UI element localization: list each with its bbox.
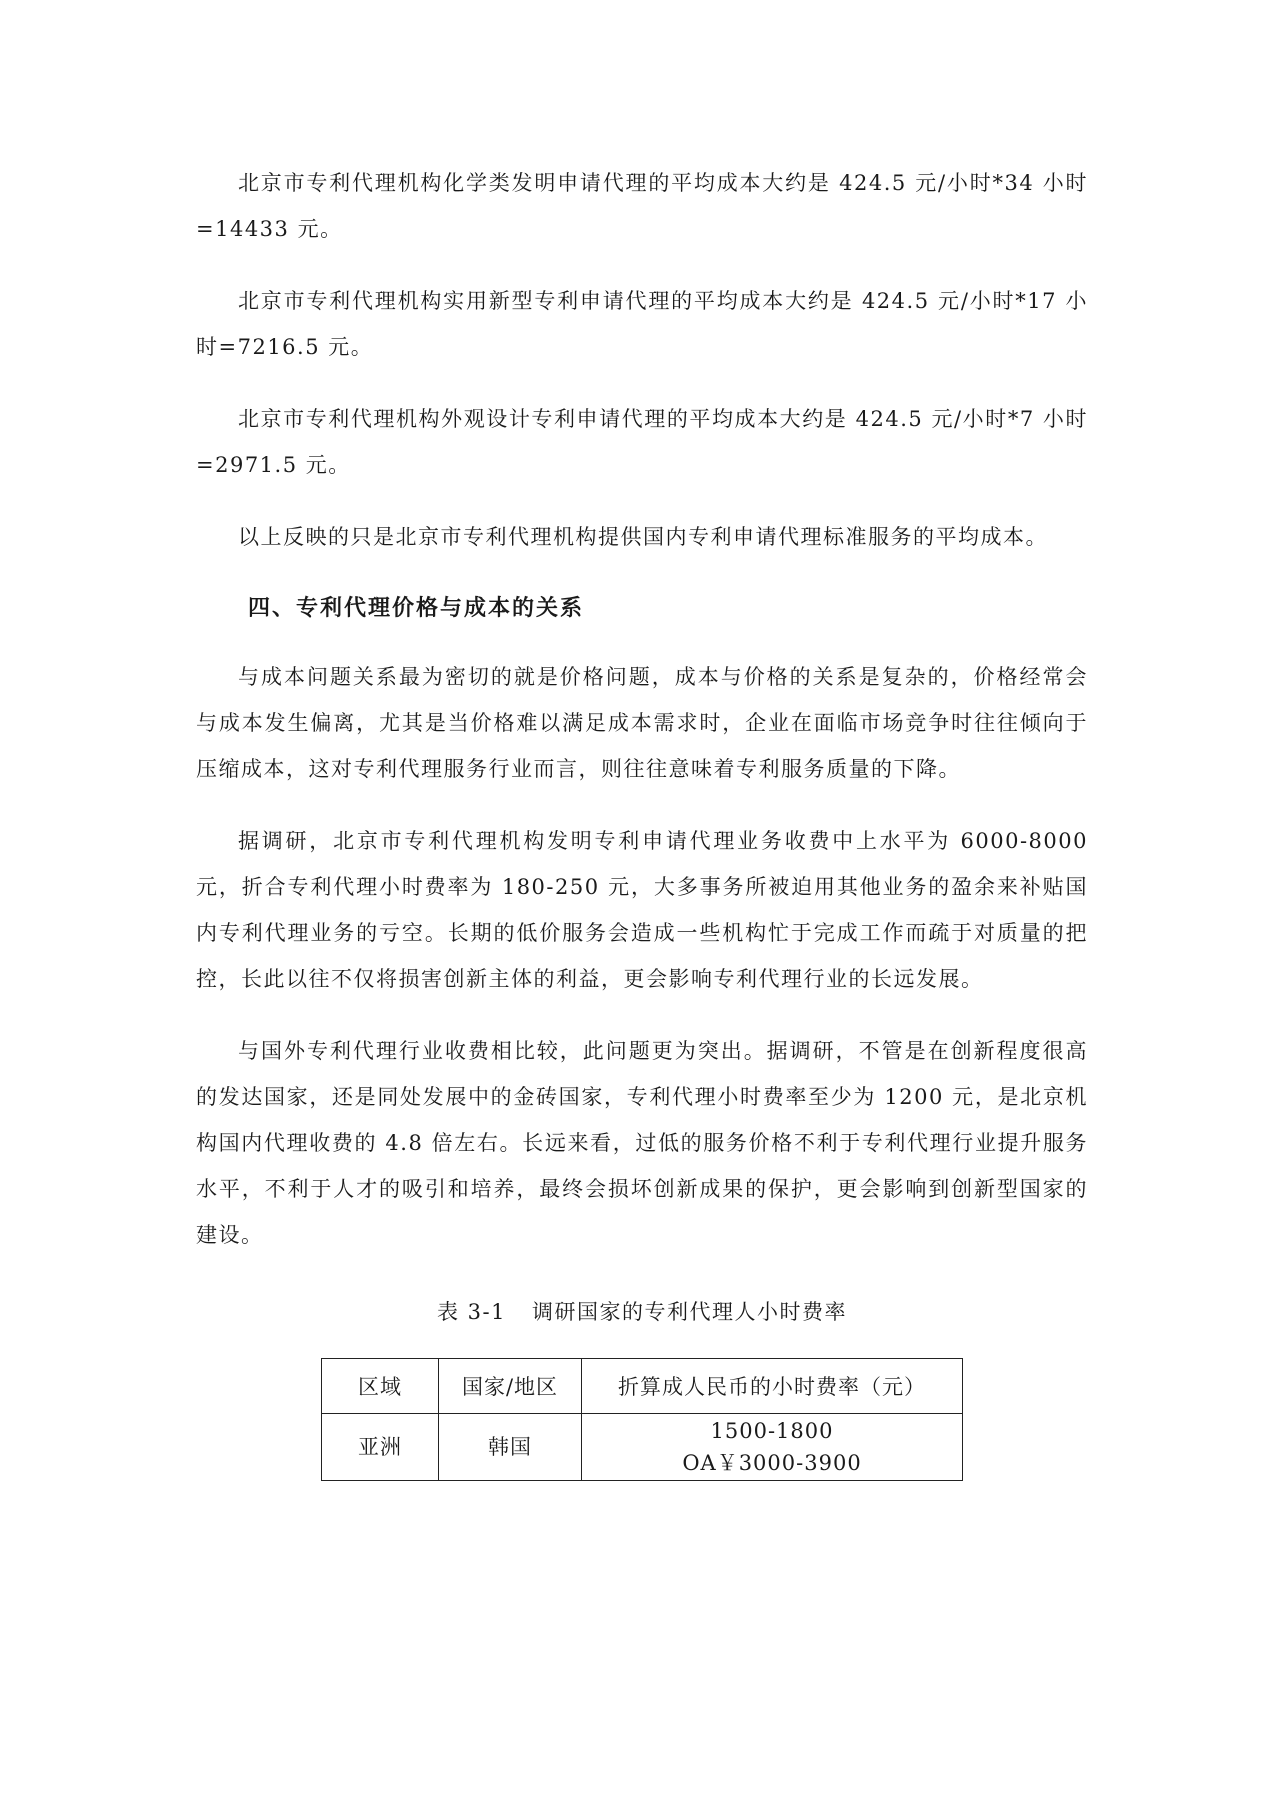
paragraph-utility-model-cost: 北京市专利代理机构实用新型专利申请代理的平均成本大约是 424.5 元/小时*17 小时=7216.5 元。 xyxy=(196,289,1088,359)
paragraph-chemical-cost: 北京市专利代理机构化学类发明申请代理的平均成本大约是 424.5 元/小时*34 小时=14433 元。 xyxy=(196,171,1088,241)
header-region: 区域 xyxy=(322,1359,439,1414)
paragraph-survey-beijing: 据调研，北京市专利代理机构发明专利申请代理业务收费中上水平为 6000-8000 元，折合专利代理小时费率为 180-250 元，大多事务所被迫用其他业务的盈余来补贴国内专利代理业务的亏空。长期的低价服务会造成一些机构忙于完成工作而疏于对质量的把控，长此以往不仅将损害创新主体的利益，更会影响专利代理行业的长远发展。 xyxy=(196,829,1088,991)
document-page xyxy=(196,160,1088,1481)
section-heading: 四、专利代理价格与成本的关系 xyxy=(248,596,585,621)
hourly-rate-table xyxy=(321,1358,963,1481)
paragraph-foreign-comparison: 与国外专利代理行业收费相比较，此问题更为突出。据调研，不管是在创新程度很高的发达国家，还是同处发展中的金砖国家，专利代理小时费率至少为 1200 元，是北京机构国内代理收费的 4.8 倍左右。长远来看，过低的服务价格不利于专利代理行业提升服务水平，不利于人才的吸引和培养，最终会损坏创新成果的保护，更会影响到创新型国家的建设。 xyxy=(196,1039,1088,1247)
cell-hourly-rate xyxy=(582,1414,963,1481)
table-caption xyxy=(196,1292,1088,1332)
paragraph-design-cost: 北京市专利代理机构外观设计专利申请代理的平均成本大约是 424.5 元/小时*7 小时=2971.5 元。 xyxy=(196,407,1088,477)
table-caption-number: 表 3-1 xyxy=(437,1300,506,1324)
table-header-row xyxy=(322,1359,963,1414)
paragraph-summary: 以上反映的只是北京市专利代理机构提供国内专利申请代理标准服务的平均成本。 xyxy=(238,525,1048,549)
header-hourly-rate: 折算成人民币的小时费率（元） xyxy=(582,1359,963,1414)
cell-country: 韩国 xyxy=(439,1414,582,1481)
paragraph-price-cost-relation: 与成本问题关系最为密切的就是价格问题，成本与价格的关系是复杂的，价格经常会与成本发生偏离，尤其是当价格难以满足成本需求时，企业在面临市场竞争时往往倾向于压缩成本，这对专利代理服务行业而言，则往往意味着专利服务质量的下降。 xyxy=(196,665,1088,781)
header-country: 国家/地区 xyxy=(439,1359,582,1414)
rate-oa-value: OA￥3000-3900 xyxy=(682,1451,862,1475)
rate-value: 1500-1800 xyxy=(710,1419,834,1443)
table-caption-title: 调研国家的专利代理人小时费率 xyxy=(532,1300,847,1324)
table-row xyxy=(322,1414,963,1481)
cell-region: 亚洲 xyxy=(322,1414,439,1481)
